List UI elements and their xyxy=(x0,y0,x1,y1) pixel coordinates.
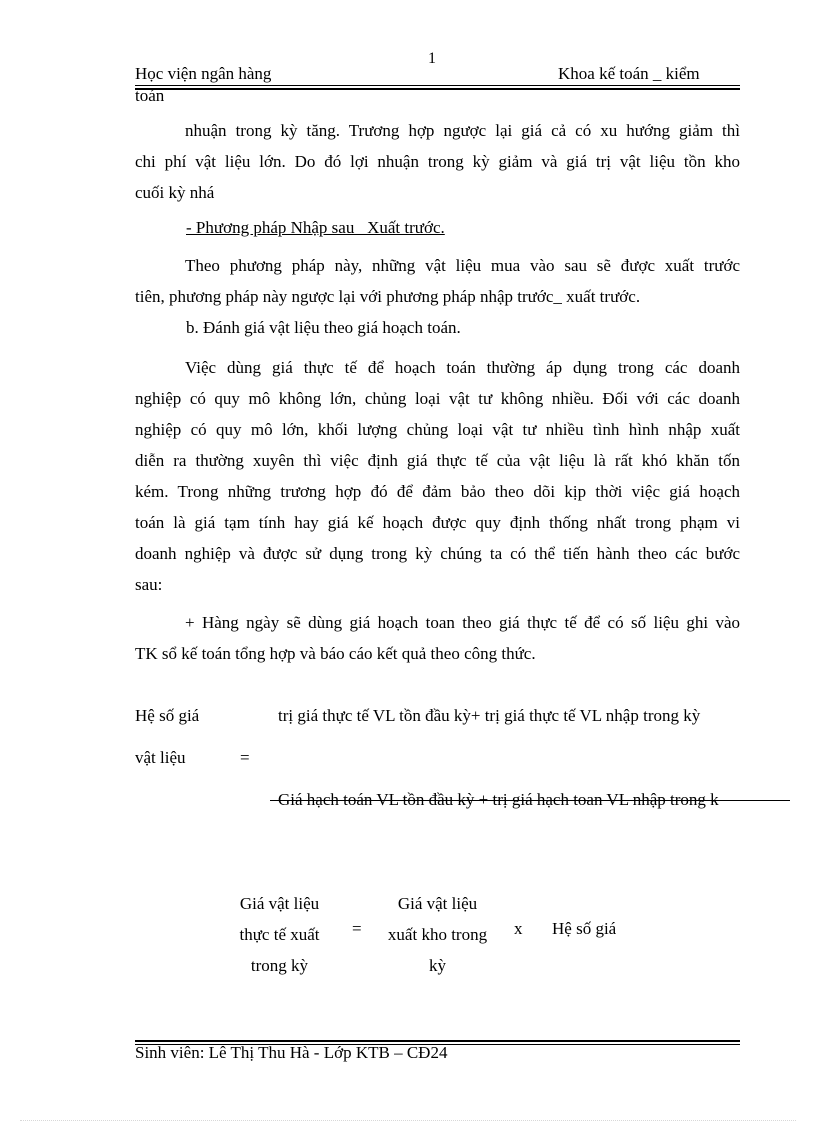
paragraph-line: nghiệp có quy mô không lớn, chủng loại vật tư không nhiều. Đối với các doanh xyxy=(135,389,740,408)
header-faculty-continuation: toán xyxy=(135,86,165,105)
paragraph-line: doanh nghiệp và được sử dụng trong kỳ chúng ta có thể tiến hành theo các bước xyxy=(135,544,740,563)
formula-coefficient-label-line2: vật liệu xyxy=(135,748,186,767)
paragraph-line: diễn ra thường xuyên thì việc định giá thực tế của vật liệu là rất khó khăn tốn xyxy=(135,451,740,470)
paragraph-line: TK sổ kế toán tổng hợp và báo cáo kết quả theo công thức. xyxy=(135,644,536,663)
page-bottom-dotted-border xyxy=(20,1120,796,1121)
paragraph-line: cuối kỳ nhá xyxy=(135,183,215,202)
formula-text-line: trong kỳ xyxy=(250,956,309,975)
paragraph-line: Theo phương pháp này, những vật liệu mua vào sau sẽ được xuất trước xyxy=(185,256,740,275)
formula-planned-issue-price xyxy=(380,888,495,981)
formula-fraction-bar xyxy=(270,800,790,801)
paragraph-profit-note xyxy=(135,115,740,208)
formula-actual-price-equals: = xyxy=(352,919,362,938)
paragraph-line: chi phí vật liệu lớn. Do đó lợi nhuận trong kỳ giảm và giá trị vật liệu tồn kho xyxy=(135,152,740,171)
header-faculty: Khoa kế toán _ kiểm xyxy=(558,64,700,83)
paragraph-line: Việc dùng giá thực tế để hoạch toán thường áp dụng trong các doanh xyxy=(185,358,740,377)
paragraph-line: tiên, phương pháp này ngược lại với phương pháp nhập trước_ xuất trước. xyxy=(135,287,641,306)
footer-student-info: Sinh viên: Lê Thị Thu Hà - Lớp KTB – CĐ24 xyxy=(135,1043,448,1062)
formula-text-line: Giá vật liệu xyxy=(239,894,320,913)
page-number: 1 xyxy=(428,50,436,67)
header-rule-thick xyxy=(135,88,740,90)
formula-text-line: thực tế xuất xyxy=(239,925,320,944)
paragraph-line: nhuận trong kỳ tăng. Trương hợp ngược lại giá cả có xu hướng giảm thì xyxy=(185,121,740,140)
formula-coefficient-equals: = xyxy=(240,748,250,767)
paragraph-planned-price xyxy=(135,352,740,600)
formula-actual-price-label xyxy=(222,888,337,981)
paragraph-daily-procedure xyxy=(135,607,740,669)
paragraph-line: kém. Trong những trương hợp đó để đảm bảo theo dõi kịp thời việc giá hoạch xyxy=(135,482,740,501)
formula-text-line: Giá vật liệu xyxy=(397,894,478,913)
paragraph-line: sau: xyxy=(135,575,163,594)
formula-coefficient-numerator: trị giá thực tế VL tồn đầu kỳ+ trị giá thực tế VL nhập trong kỳ xyxy=(278,706,701,725)
subheading-planned-price: b. Đánh giá vật liệu theo giá hoạch toán. xyxy=(186,318,461,337)
footer-rule-thick xyxy=(135,1040,740,1042)
paragraph-line: toán là giá tạm tính hay giá kế hoạch được quy định thống nhất trong phạm vi xyxy=(135,513,740,532)
formula-coefficient-term: Hệ số giá xyxy=(552,919,617,938)
header-institution: Học viện ngân hàng xyxy=(135,64,272,83)
section-heading-lifo: - Phương pháp Nhập sau_ Xuất trước. xyxy=(186,218,445,237)
formula-text-line: kỳ xyxy=(429,956,446,975)
header-rule-thin xyxy=(135,85,740,86)
formula-text-line: xuất kho trong xyxy=(387,925,488,944)
paragraph-lifo xyxy=(135,250,740,312)
paragraph-line: + Hàng ngày sẽ dùng giá hoạch toan theo giá thực tế để có số liệu ghi vào xyxy=(185,613,740,632)
formula-coefficient-label-line1: Hệ số giá xyxy=(135,706,200,725)
formula-multiply-sign: x xyxy=(514,919,523,938)
formula-coefficient-denominator: Giá hạch toán VL tồn đầu kỳ + trị giá hạch toan VL nhập trong k xyxy=(278,790,719,809)
paragraph-line: nghiệp có quy mô lớn, khối lượng chủng loại vật tư nhiều tình hình nhập xuất xyxy=(135,420,740,439)
